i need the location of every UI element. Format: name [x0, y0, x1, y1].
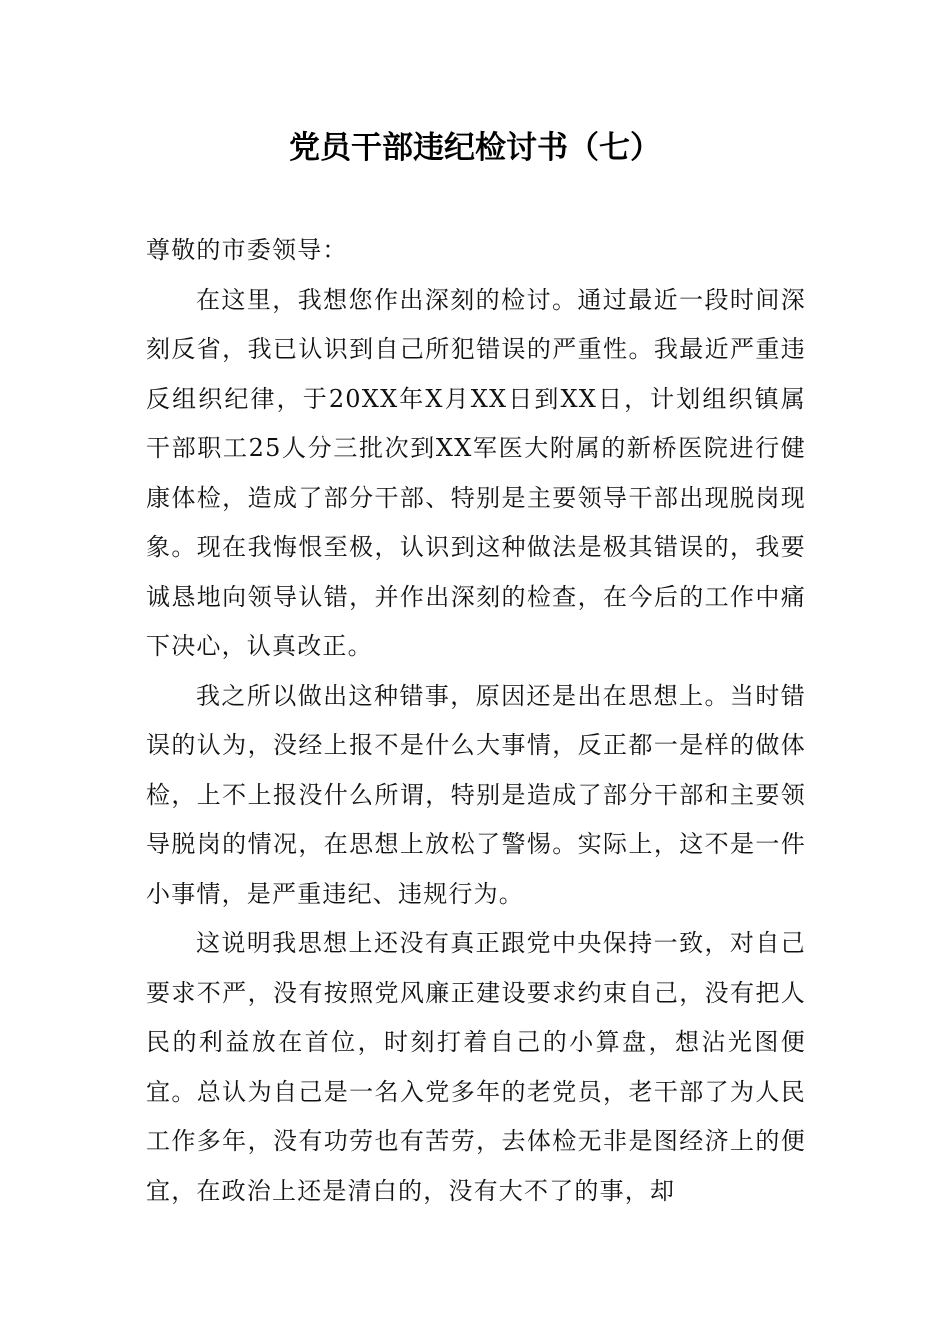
document-title: 党员干部违纪检讨书（七）: [289, 130, 661, 166]
paragraph-1: 在这里，我想您作出深刻的检讨。通过最近一段时间深刻反省，我已认识到自己所犯错误的严重性。我最近严重违反组织纪律，于20XX年X月XX日到XX日，计划组织镇属干部职工25人分三批次到XX军医大附属的新桥医院进行健康体检，造成了部分干部、特别是主要领导干部出现脱岗现象。现在我悔恨至极，认识到这种做法是极其错误的，我要诚恳地向领导认错，并作出深刻的检查，在今后的工作中痛下决心，认真改正。: [146, 285, 806, 660]
paragraph-2: 我之所以做出这种错事，原因还是出在思想上。当时错误的认为，没经上报不是什么大事情，反正都一是样的做体检，上不上报没什么所谓，特别是造成了部分干部和主要领导脱岗的情况，在思想上放松了警惕。实际上，这不是一件小事情，是严重违纪、违规行为。: [146, 681, 806, 908]
salutation: 尊敬的市委领导：: [146, 236, 348, 264]
paragraph-3: 这说明我思想上还没有真正跟党中央保持一致，对自己要求不严，没有按照党风廉正建设要求约束自己，没有把人民的利益放在首位，时刻打着自己的小算盘，想沾光图便宜。总认为自己是一名入党多年的老党员，老干部了为人民工作多年，没有功劳也有苦劳，去体检无非是图经济上的便宜，在政治上还是清白的，没有大不了的事，却: [146, 929, 806, 1205]
document-body: [146, 226, 806, 1216]
